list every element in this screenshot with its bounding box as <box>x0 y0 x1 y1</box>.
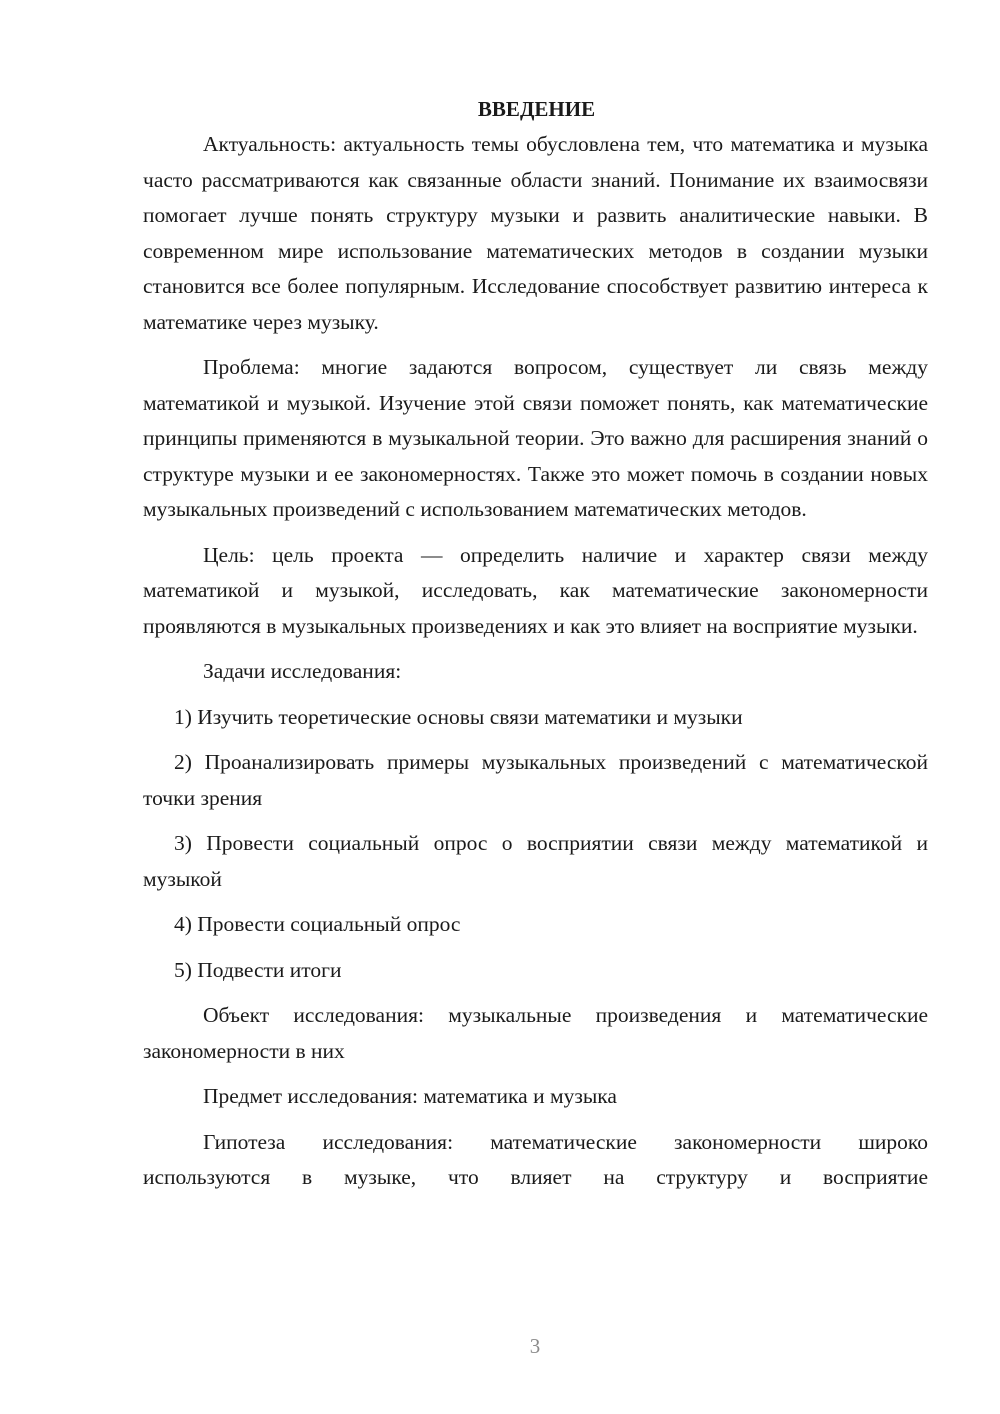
task-item-5: 5) Подвести итоги <box>174 957 342 982</box>
task-item-2: 2) Проанализировать примеры музыкальных произведений с математической точки зрения <box>143 750 928 810</box>
object-paragraph: Объект исследования: музыкальные произведения и математические закономерности в них <box>143 1003 928 1063</box>
subject-paragraph: Предмет исследования: математика и музыка <box>203 1084 617 1108</box>
document-page <box>143 92 928 1196</box>
page-number: 3 <box>529 1334 541 1358</box>
page-title: ВВЕДЕНИЕ <box>477 97 596 121</box>
task-item-3: 3) Провести социальный опрос о восприятии связи между математикой и музыкой <box>143 831 928 891</box>
hypothesis-paragraph: Гипотеза исследования: математические закономерности широко используются в музыке, что влияет на структуру и восприятие <box>143 1129 928 1189</box>
task-item-1: 1) Изучить теоретические основы связи математики и музыки <box>174 704 743 729</box>
task-item-4: 4) Провести социальный опрос <box>174 912 461 936</box>
tasks-heading: Задачи исследования: <box>203 659 402 683</box>
relevance-paragraph: Актуальность: актуальность темы обусловлена тем, что математика и музыка часто рассматриваются как связанные области знаний. Понимание их взаимосвязи помогает лучше понять структуру музыки и развить аналитические навыки. В современном мире использование математических методов в создании музыки становится все более популярным. Исследование способствует развитию интереса к математике через музыку. <box>143 132 928 334</box>
problem-paragraph: Проблема: многие задаются вопросом, существует ли связь между математикой и музыкой. Изучение этой связи поможет понять, как математические принципы применяются в музыкальной теории. Это важно для расширения знаний о структуре музыки и ее закономерностях. Также это может помочь в создании новых музыкальных произведений с использованием математических методов. <box>143 355 928 521</box>
goal-paragraph: Цель: цель проекта — определить наличие и характер связи между математикой и музыкой, исследовать, как математические закономерности проявляются в музыкальных произведениях и как это влияет на восприятие музыки. <box>143 542 928 638</box>
